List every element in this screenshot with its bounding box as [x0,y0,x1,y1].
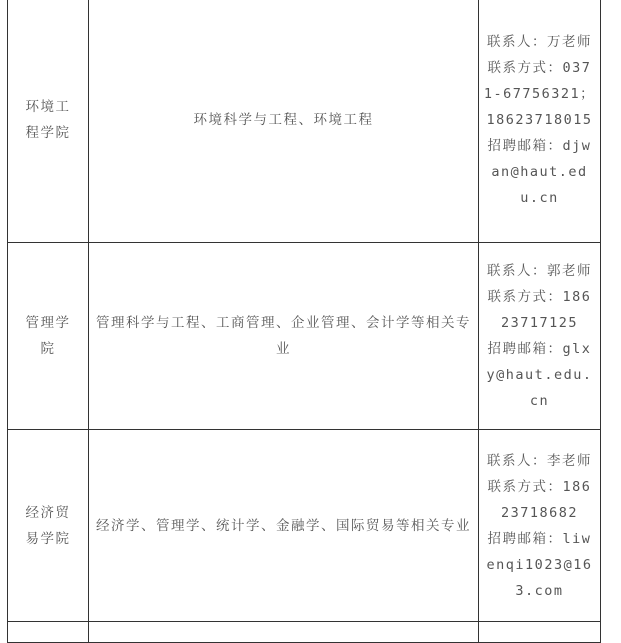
college-cell [8,430,89,622]
majors-text: 管理科学与工程、工商管理、企业管理、会计学等相关专业 [96,315,471,357]
recruitment-email[interactable]: 招聘邮箱：liwenqi1023@163.com [486,530,593,599]
majors-cell [89,622,479,643]
contact-phone: 联系方式：0371-67756321；18623718015 [483,59,596,128]
college-cell [8,622,89,643]
contact-phone: 联系方式：18623718682 [487,478,592,521]
contact-cell [479,430,601,622]
table-row [8,243,601,430]
college-name: 环境工程学院 [25,98,71,141]
contact-cell [479,0,601,243]
table-row [8,430,601,622]
majors-cell [89,243,479,430]
majors-cell [89,430,479,622]
contact-cell [479,622,601,643]
college-name: 经济贸易学院 [25,504,71,547]
contact-person: 联系人：郭老师 [487,263,592,279]
contact-person: 联系人：李老师 [487,452,592,469]
contact-phone: 联系方式：18623717125 [487,289,592,331]
table-row-partial [8,622,601,643]
recruitment-table [7,0,601,643]
majors-text: 经济学、管理学、统计学、金融学、国际贸易等相关专业 [96,517,471,534]
contact-person: 联系人：万老师 [487,33,592,50]
table-row [8,0,601,243]
recruitment-email[interactable]: 招聘邮箱：glxy@haut.edu.cn [486,341,593,409]
recruitment-email[interactable]: 招聘邮箱：djwan@haut.edu.cn [487,137,592,206]
college-cell [8,243,89,430]
majors-cell [89,0,479,243]
college-name: 管理学院 [25,315,71,357]
contact-cell [479,243,601,430]
majors-text: 环境科学与工程、环境工程 [193,111,374,128]
college-cell [8,0,89,243]
